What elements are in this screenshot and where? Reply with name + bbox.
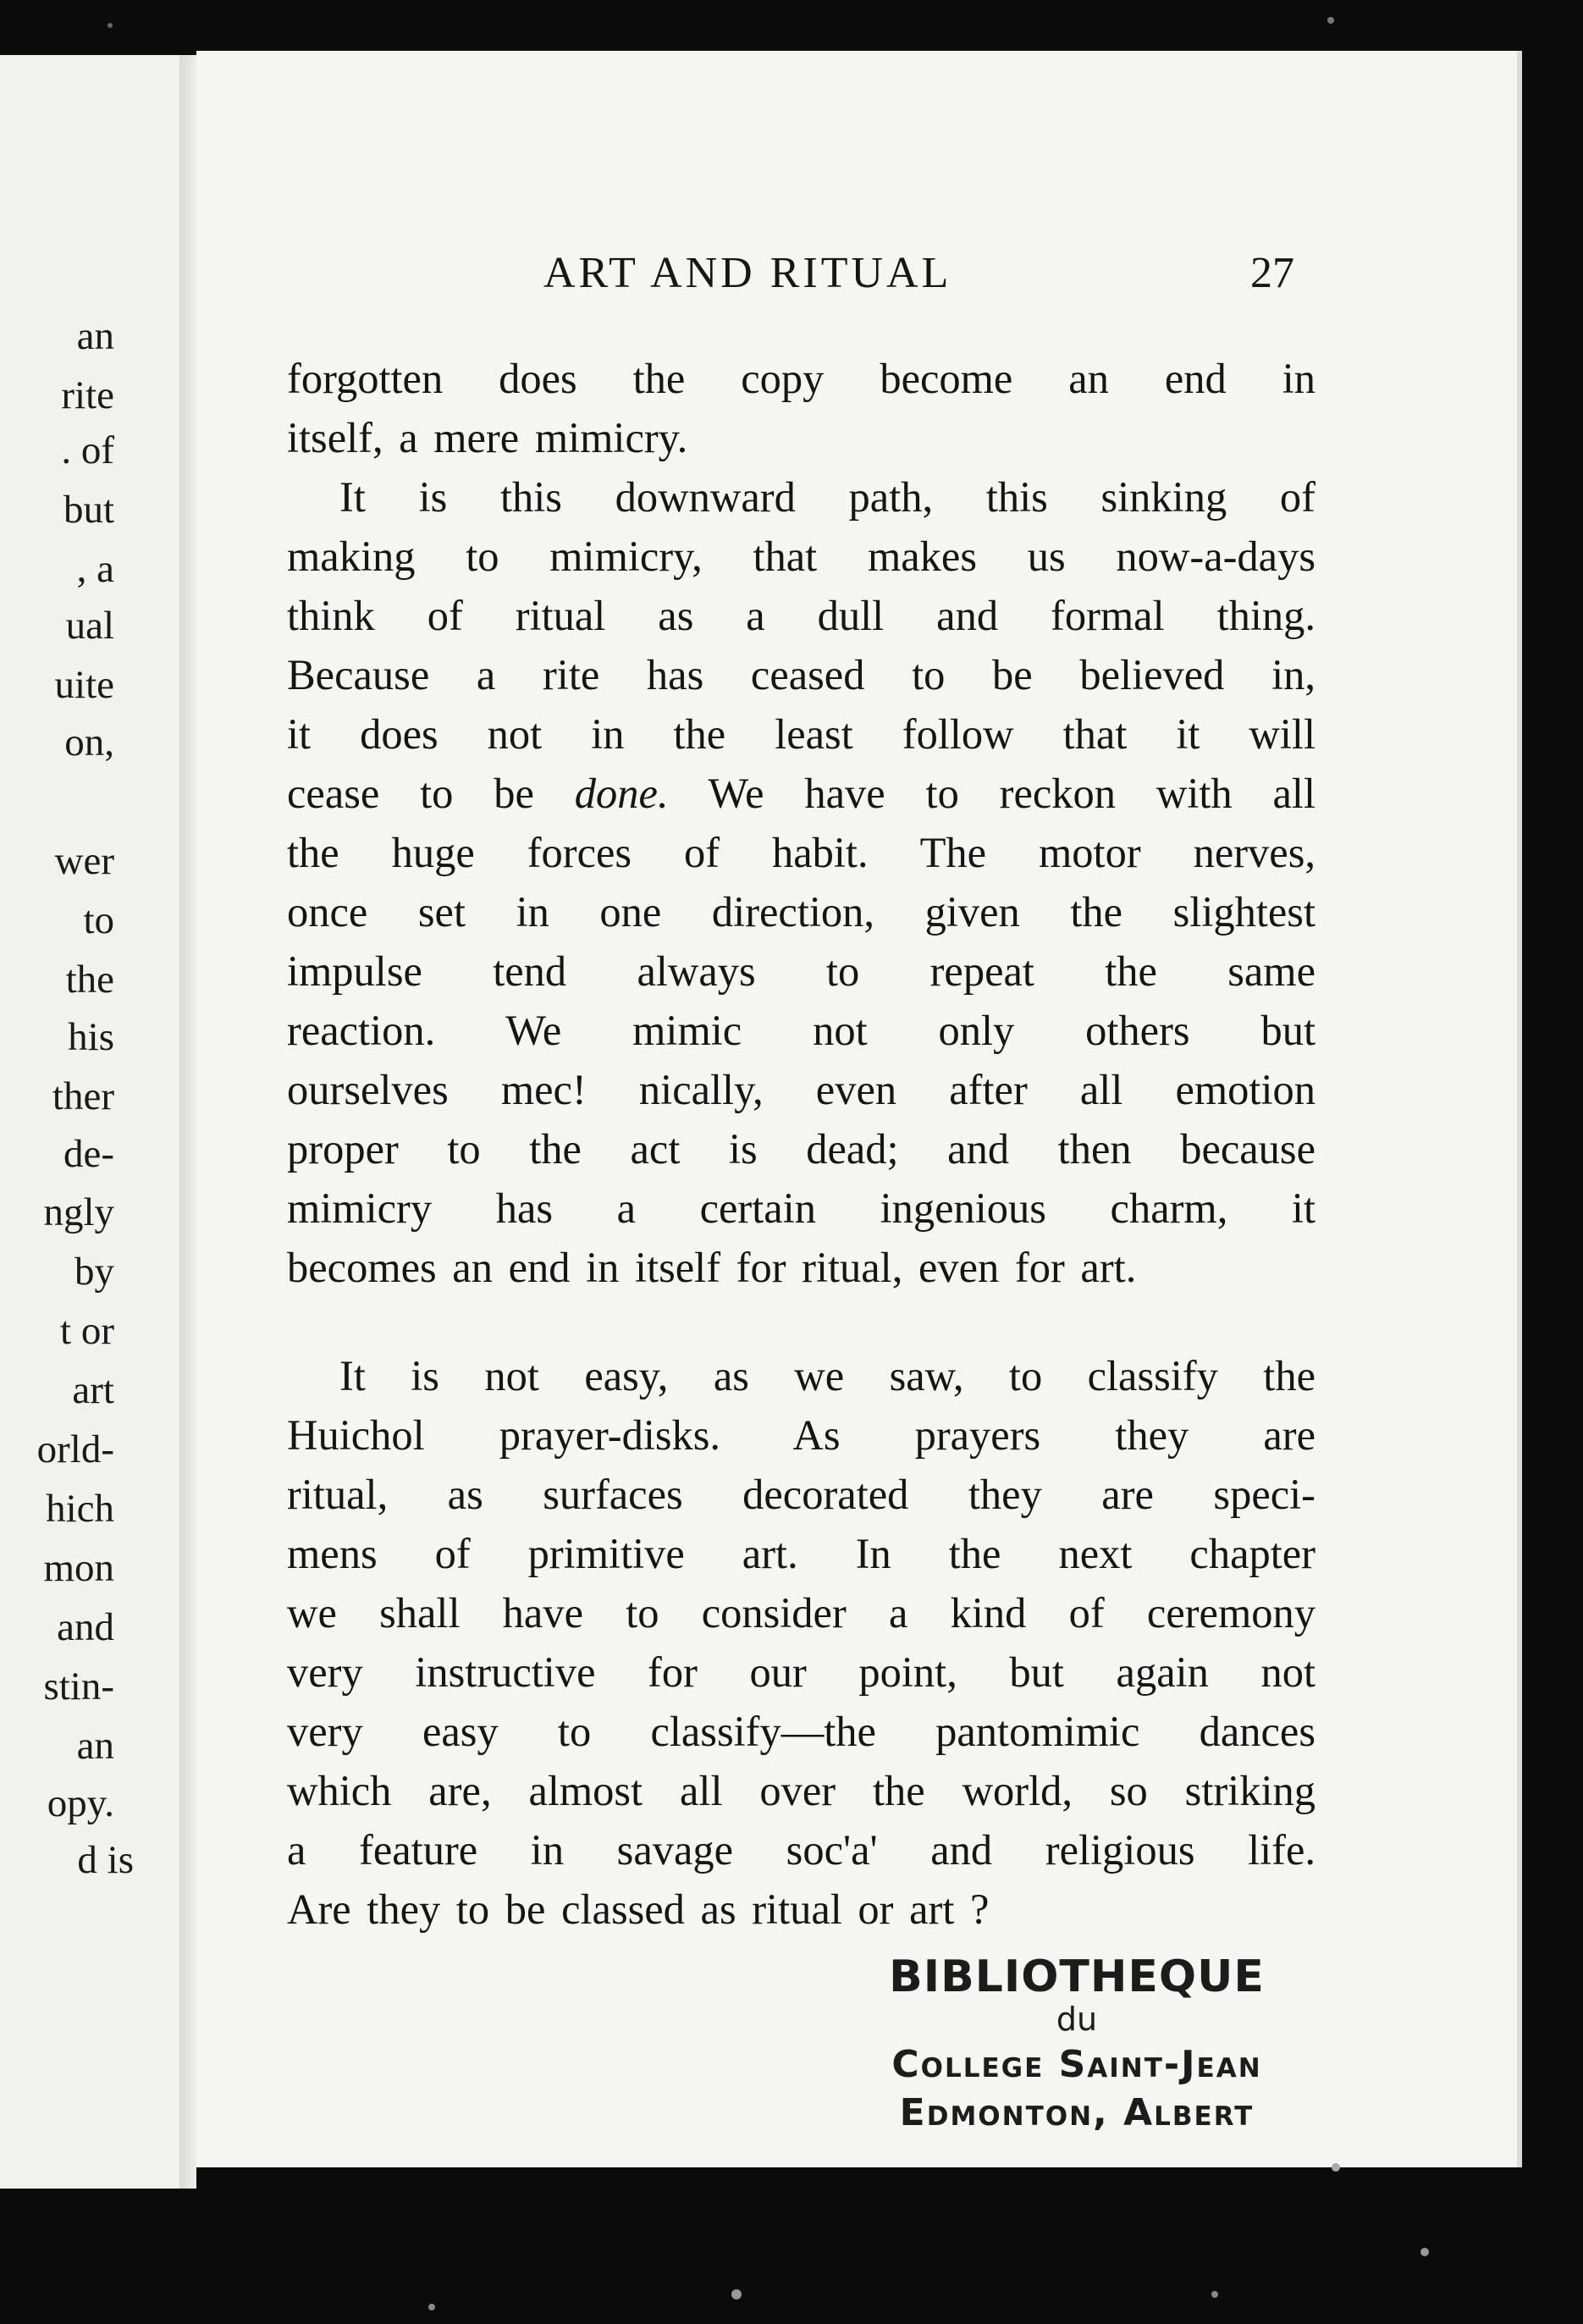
- left-page-line-fragment: art: [72, 1368, 114, 1412]
- left-page-line-fragment: ther: [52, 1074, 114, 1118]
- left-page: [0, 55, 179, 2189]
- text-line: think of ritual as a dull and formal thing.: [287, 592, 1315, 639]
- left-page-line-fragment: wer: [54, 839, 114, 883]
- text-line: which are, almost all over the world, so striking: [287, 1767, 1315, 1814]
- text-line: ourselves mec! nically, even after all emotion: [287, 1066, 1315, 1113]
- left-page-line-fragment: hich: [46, 1487, 114, 1531]
- left-page-line-fragment: . of: [61, 428, 114, 472]
- left-page-line-fragment: to: [83, 898, 114, 942]
- text-line: becomes an end in itself for ritual, even for art.: [287, 1244, 1137, 1291]
- left-page-line-fragment: , a: [76, 547, 114, 591]
- text-line: itself, a mere mimicry.: [287, 414, 688, 461]
- left-page-line-fragment: mon: [43, 1546, 114, 1590]
- left-page-line-fragment: ngly: [43, 1190, 114, 1234]
- left-page-line-fragment: the: [65, 958, 114, 1002]
- left-page-line-fragment: t or: [60, 1309, 114, 1353]
- left-page-line-fragment: de-: [63, 1132, 114, 1176]
- text-line: Huichol prayer-disks. As prayers they are: [287, 1411, 1315, 1459]
- left-page-line-fragment: and: [57, 1605, 114, 1649]
- paragraph-2: [287, 1346, 1315, 1939]
- text-line: very easy to classify—the pantomimic dances: [287, 1708, 1315, 1755]
- stamp-line-college: College Saint-Jean: [891, 2043, 1262, 2086]
- text-line: forgotten does the copy become an end in: [287, 355, 1315, 402]
- text-line: mens of primitive art. In the next chapter: [287, 1530, 1315, 1577]
- left-page-line-fragment: d is: [77, 1838, 134, 1882]
- text-line: It is not easy, as we saw, to classify the: [339, 1352, 1315, 1399]
- running-head-title: ART AND RITUAL: [543, 249, 952, 297]
- left-page-line-fragment: ual: [65, 604, 114, 648]
- text-line: reaction. We mimic not only others but: [287, 1007, 1315, 1054]
- book-gutter: [179, 55, 196, 2189]
- left-page-line-fragment: stin-: [43, 1664, 114, 1708]
- left-page-line-fragment: but: [63, 488, 114, 532]
- text-line: Are they to be classed as ritual or art ?: [287, 1885, 990, 1933]
- text-line: impulse tend always to repeat the same: [287, 947, 1315, 995]
- paragraph-1: [287, 349, 1315, 1297]
- stamp-line-du: du: [1056, 2001, 1098, 2038]
- right-page: [196, 51, 1517, 2167]
- left-page-line-fragment: by: [74, 1250, 114, 1294]
- text-line: very instructive for our point, but again not: [287, 1648, 1315, 1696]
- italic-emphasis: done.: [574, 770, 669, 817]
- text-line: Because a rite has ceased to be believed in,: [287, 651, 1315, 698]
- running-head: [196, 248, 1517, 307]
- text-line: It is this downward path, this sinking of: [339, 473, 1315, 521]
- text-line: once set in one direction, given the slightest: [287, 888, 1315, 936]
- left-page-line-fragment: uite: [54, 663, 114, 707]
- text-line: making to mimicry, that makes us now-a-days: [287, 533, 1315, 580]
- text-line: proper to the act is dead; and then because: [287, 1125, 1315, 1173]
- library-stamp: [814, 1951, 1339, 2134]
- left-page-line-fragment: his: [68, 1015, 114, 1059]
- page-number: 27: [1250, 249, 1294, 297]
- left-page-line-fragment: opy.: [47, 1781, 114, 1825]
- left-page-line-fragment: on,: [64, 720, 114, 765]
- left-page-line-fragment: an: [76, 314, 114, 358]
- text-line: a feature in savage soc'a' and religious life.: [287, 1826, 1315, 1874]
- left-page-text-fragments: [0, 55, 179, 2189]
- text-line: the huge forces of habit. The motor nerves,: [287, 829, 1315, 876]
- text-line: we shall have to consider a kind of ceremony: [287, 1589, 1315, 1637]
- left-page-line-fragment: rite: [61, 373, 114, 417]
- text-line: ritual, as surfaces decorated they are speci-: [287, 1471, 1315, 1518]
- text-line: it does not in the least follow that it will: [287, 710, 1315, 758]
- left-page-line-fragment: an: [76, 1724, 114, 1768]
- left-page-line-fragment: orld-: [36, 1427, 114, 1471]
- stamp-line-library: BIBLIOTHEQUE: [889, 1951, 1265, 2002]
- stamp-line-city: Edmonton, Albert: [899, 2091, 1255, 2134]
- text-line-with-italic: cease to be done. We have to reckon with all: [287, 770, 1315, 817]
- text-line: mimicry has a certain ingenious charm, it: [287, 1184, 1315, 1232]
